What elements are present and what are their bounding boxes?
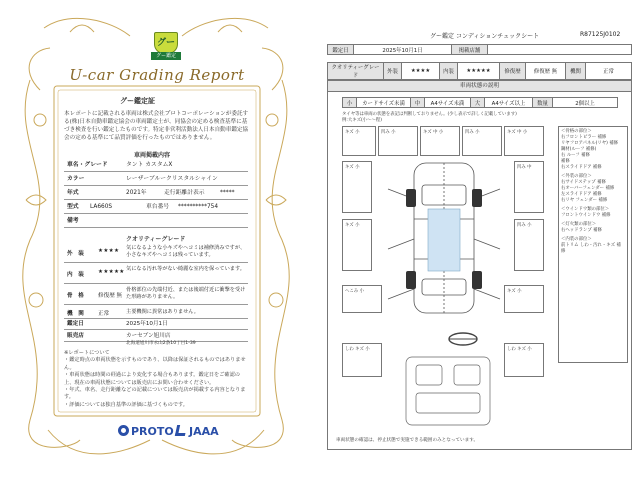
part-box (342, 161, 372, 213)
sheet-title: グー鑑定 コンディションチェックシート (430, 33, 540, 40)
equip-line: リヤフロアパネル(リヤ) 補修 (561, 141, 618, 146)
quality-grade-label: クオリティーグレード (328, 63, 384, 80)
dealer-label: 掲載店舗 (452, 45, 488, 55)
frame-grade: 修復歴 無 (98, 293, 123, 299)
part-box (504, 343, 544, 377)
part-label: しわ キズ 小 (345, 347, 370, 352)
engine-grade: 正常 (98, 311, 110, 317)
vehicle-key: 年式 (67, 190, 79, 196)
part-label: 凹み 小 (381, 130, 396, 135)
vehicle-diagram (378, 159, 510, 319)
sheet-code: R87125J0102 (580, 31, 621, 38)
report-notes (64, 350, 250, 409)
quality-desc: 気になる汚れ等がない綺麗な室内を保っています。 (126, 266, 245, 272)
proto-text: PROTO (131, 425, 174, 438)
quality-row (64, 284, 248, 305)
steering-wheel-icon (446, 331, 480, 347)
chassis-value: **********754 (178, 204, 219, 210)
repair-value: 修復歴 無 (526, 63, 566, 80)
equip-line: 右サイドステップ 補修 (561, 180, 606, 185)
vehicle-value: レーザーブルークリスタルシャイン (126, 176, 218, 182)
part-box (342, 219, 372, 271)
int-label: 内装 (440, 63, 458, 80)
vehicle-row (64, 214, 248, 228)
equip-line: 右ヘッドランプ 補修 (561, 228, 602, 233)
ext-label: 外装 (384, 63, 402, 80)
part-label: へこみ 小 (345, 289, 364, 294)
vehicle-key: 車名・グレード (67, 162, 108, 168)
part-label: キズ 小 (345, 165, 360, 170)
vehicle-value: 2021年 (126, 190, 147, 196)
mileage-label: 走行距離計表示 (164, 190, 205, 196)
proto-ring-icon (118, 425, 129, 436)
quality-section-heading: クオリティーグレード (126, 236, 186, 243)
date-label: 鑑定日 (328, 45, 354, 55)
date-value: 2025年10月1日 (354, 45, 452, 55)
equip-line: 鋼材(ルーフ 補修) (561, 147, 597, 152)
exterior-stars: ★★★★ (98, 248, 120, 254)
equip-line: 右 ルーフ 補修 (561, 153, 590, 158)
vehicle-key: 備考 (67, 218, 79, 224)
quality-key: 骨 格 (67, 293, 84, 299)
note-line: ・評価については独自基準の評価に基づくものです。 (64, 401, 188, 408)
part-label: キズ 中 小 (423, 130, 444, 135)
size-small-desc: カードサイズ未満 (357, 98, 411, 108)
grading-certificate (0, 0, 312, 480)
quality-key: 内 装 (67, 272, 84, 278)
vehicle-row (64, 172, 248, 186)
vehicle-key: 型式 (67, 204, 79, 210)
part-label: 凹み 小 (465, 130, 480, 135)
jaaa-text: JAAA (189, 425, 219, 438)
note-line: ※レポートについて (64, 350, 110, 356)
condition-panel (327, 80, 632, 450)
vehicle-row (64, 186, 248, 200)
equip-line: 右スライドドア 補修 (561, 165, 602, 170)
equipment-list (558, 126, 628, 363)
dealer-value (488, 45, 632, 55)
panel-title: 車両状態の説明 (328, 81, 631, 92)
hint-line-2: 例:大キズ(小～～程) (342, 118, 382, 123)
part-box (514, 161, 544, 213)
inspection-date-value: 2025年10月1日 (126, 321, 168, 327)
vehicle-row (64, 200, 248, 214)
size-large-desc: A4サイズ以上 (485, 98, 533, 108)
count-value: 2個以上 (553, 98, 618, 108)
equip-line: 前トリム しわ・汚れ・キズ 補修 (561, 243, 621, 254)
note-line: ・鑑定時点の車両状態を示すものであり、以降は保証されるものではありません。 (64, 357, 246, 371)
logo-mark: グー (154, 32, 178, 54)
equip-line: フロントウインドウ 補修 (561, 213, 611, 218)
equip-line: 右フロントピラー 補修 (561, 135, 607, 140)
equip-line: 左スライドドア 補修 (561, 192, 602, 197)
interior-diagram (398, 353, 498, 429)
part-box (342, 126, 376, 156)
equip-line: ＜外装の部位＞ (561, 174, 592, 179)
quality-row (64, 242, 248, 263)
quality-desc: 骨格部位の先端付近、または後端付近に衝撃を受けた形跡がありません。 (126, 287, 246, 300)
equip-line: ＜灯火類の部位＞ (561, 222, 597, 227)
vehicle-row (64, 158, 248, 172)
dealer-address: 北海道旭川市永山2条10丁目1-39 (126, 341, 196, 346)
part-box (462, 126, 502, 156)
vehicle-section-heading: 車両掲載内容 (134, 152, 171, 159)
quality-desc: 気になるような小キズやヘコミは補修済みですが、小さなキズやヘコミは残っています。 (126, 245, 246, 258)
vehicle-key: カラー (67, 176, 85, 182)
size-code-table (342, 97, 618, 108)
hint-line-1: タイヤ等は車両の状態を表記は判断しておりません。(少し表示で詳しく記載しています) (342, 112, 517, 117)
size-medium: 中 (411, 98, 425, 108)
date-row-table (327, 44, 632, 55)
quality-row (64, 305, 248, 319)
quality-desc: 主要機関に異常はありません。 (126, 309, 199, 315)
equip-line: 右リヤ フェンダー 補修 (561, 198, 608, 203)
part-label: キズ 小 (345, 223, 360, 228)
quality-key: 外 装 (67, 251, 84, 257)
int-stars: ★★★★★ (458, 63, 500, 80)
sheet-footer-note: 車両状態の確認は、停止状態で実施できる範囲のみとなっています。 (336, 438, 479, 443)
part-box (378, 126, 418, 156)
count-label: 数量 (533, 98, 553, 108)
part-label: 凹み 中 (517, 165, 532, 170)
certificate-name: グー鑑定証 (120, 97, 155, 105)
goo-kantei-logo (149, 32, 183, 62)
engine-label: 機関 (566, 63, 586, 80)
quality-key: 機 関 (67, 311, 84, 317)
report-title: U-car Grading Report (69, 66, 245, 84)
interior-stars: ★★★★★ (98, 269, 125, 275)
vehicle-value: タント カスタムX (126, 162, 173, 168)
equip-line: 補修 (561, 159, 570, 164)
intro-text: 本レポートに記載される車両は株式会社プロトコーポレーションが委託する(株)日本自動車鑑定協会の車両鑑定士が、同協会の定める検査基準に基づき検査を行い鑑定したものです。特定非営利活動法人日本自動車鑑定協会の定める基準にて品質評価を行ったものではありません。 (64, 111, 249, 141)
note-line: ・年式、車名、走行距離などの記載については販売店が掲載する内容となります。 (64, 387, 246, 401)
jaaa-logo (176, 425, 219, 438)
part-box (514, 219, 544, 271)
part-label: キズ 中 小 (507, 130, 528, 135)
inspection-date-row (64, 318, 248, 330)
quality-row (64, 263, 248, 284)
size-small: 小 (343, 98, 357, 108)
repair-label: 修復歴 (500, 63, 526, 80)
part-label: 凹み 小 (517, 223, 532, 228)
size-medium-desc: A4サイズ未満 (425, 98, 471, 108)
condition-check-sheet (312, 0, 640, 480)
part-label: キズ 小 (345, 130, 360, 135)
part-label: キズ 小 (507, 289, 522, 294)
equip-line: ＜内装の部位＞ (561, 237, 592, 242)
equip-line: ＜骨格の部位＞ (561, 129, 592, 134)
equip-line: ＜ウインドウ類の部位＞ (561, 207, 610, 212)
note-line: ・車両状態は時間の経過により変化する場合もあります。鑑定日をご確認の上、現在の車両状態については販売店にお問い合わせください。 (64, 372, 240, 386)
engine-value: 正常 (586, 63, 632, 80)
part-label: しわ キズ 小 (507, 347, 532, 352)
mileage-value: ***** (220, 190, 235, 196)
size-large: 大 (471, 98, 485, 108)
dealer-value: カーセブン旭川店 (126, 333, 171, 339)
ext-stars: ★★★★ (402, 63, 440, 80)
equip-line: 右オーバーフェンダー 補修 (561, 186, 615, 191)
part-box (420, 126, 460, 156)
logo-band: グー鑑定 (151, 52, 181, 60)
dealer-label: 販売店 (67, 333, 84, 339)
inspection-date-label: 鑑定日 (67, 321, 84, 327)
proto-logo (118, 425, 174, 438)
part-box (504, 126, 544, 156)
vehicle-value: LA660S (90, 204, 113, 210)
part-box (342, 343, 382, 377)
part-box (342, 285, 382, 313)
jaaa-mark-icon (175, 425, 187, 436)
grade-row-table (327, 62, 632, 80)
part-box (504, 285, 544, 313)
chassis-label: 車台番号 (146, 204, 170, 210)
